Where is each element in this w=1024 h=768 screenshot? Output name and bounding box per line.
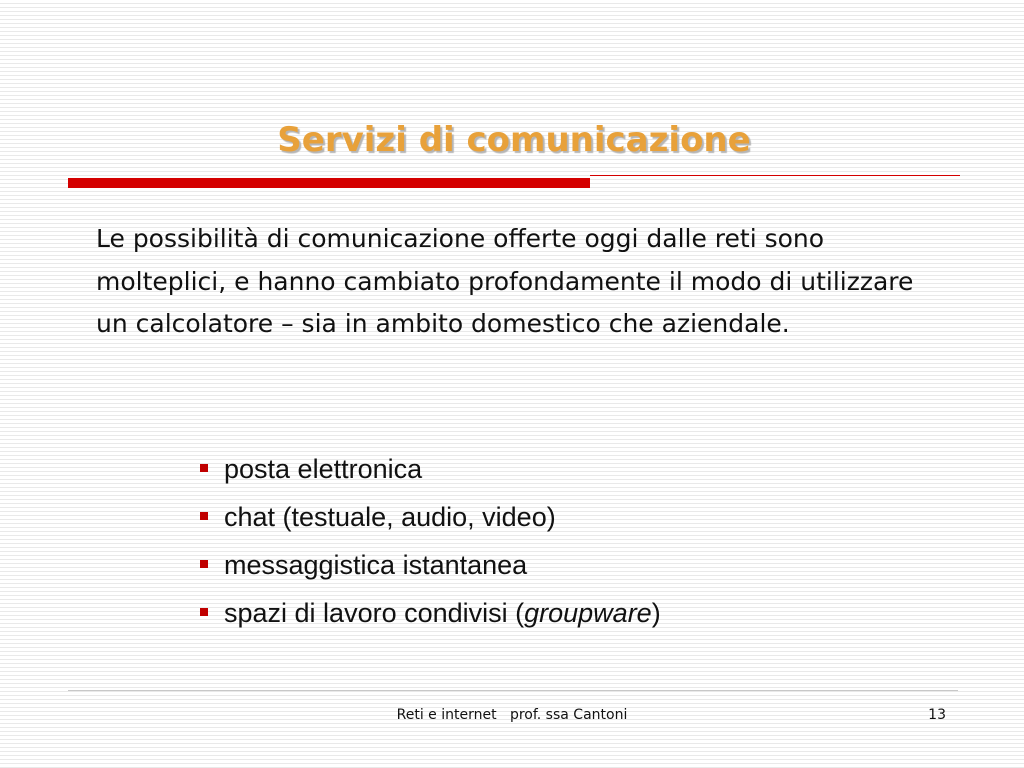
square-bullet-icon	[200, 608, 208, 616]
bullet-text: posta elettronica	[224, 454, 423, 484]
bullet-text: messaggistica istantanea	[224, 550, 528, 580]
square-bullet-icon	[200, 512, 208, 520]
title-rule-thick	[68, 178, 590, 188]
bullet-italic-term: groupware	[524, 598, 652, 628]
bullet-text: chat (testuale, audio, video)	[224, 502, 556, 532]
bullet-item	[198, 446, 661, 494]
bullet-item	[198, 590, 661, 638]
bullet-item	[198, 542, 661, 590]
page-number: 13	[928, 707, 946, 723]
square-bullet-icon	[200, 560, 208, 568]
intro-paragraph: Le possibilità di comunicazione offerte oggi dalle reti sono molteplici, e hanno cambiato profondamente il modo di utilizzare un calcolatore – sia in ambito domestico che aziendale.	[96, 224, 914, 338]
bullet-text: spazi di lavoro condivisi (	[224, 598, 525, 628]
footer-author: prof. ssa Cantoni	[509, 707, 628, 723]
footer-rule	[68, 690, 958, 691]
slide-title: Servizi di comunicazione	[277, 120, 751, 160]
square-bullet-icon	[200, 464, 208, 472]
footer-text	[0, 707, 1024, 723]
bullet-list	[198, 446, 661, 638]
bullet-item	[198, 494, 661, 542]
footer-course: Reti e internet	[396, 707, 497, 723]
bullet-suffix: )	[651, 598, 661, 628]
title-rule-thin	[590, 175, 960, 176]
